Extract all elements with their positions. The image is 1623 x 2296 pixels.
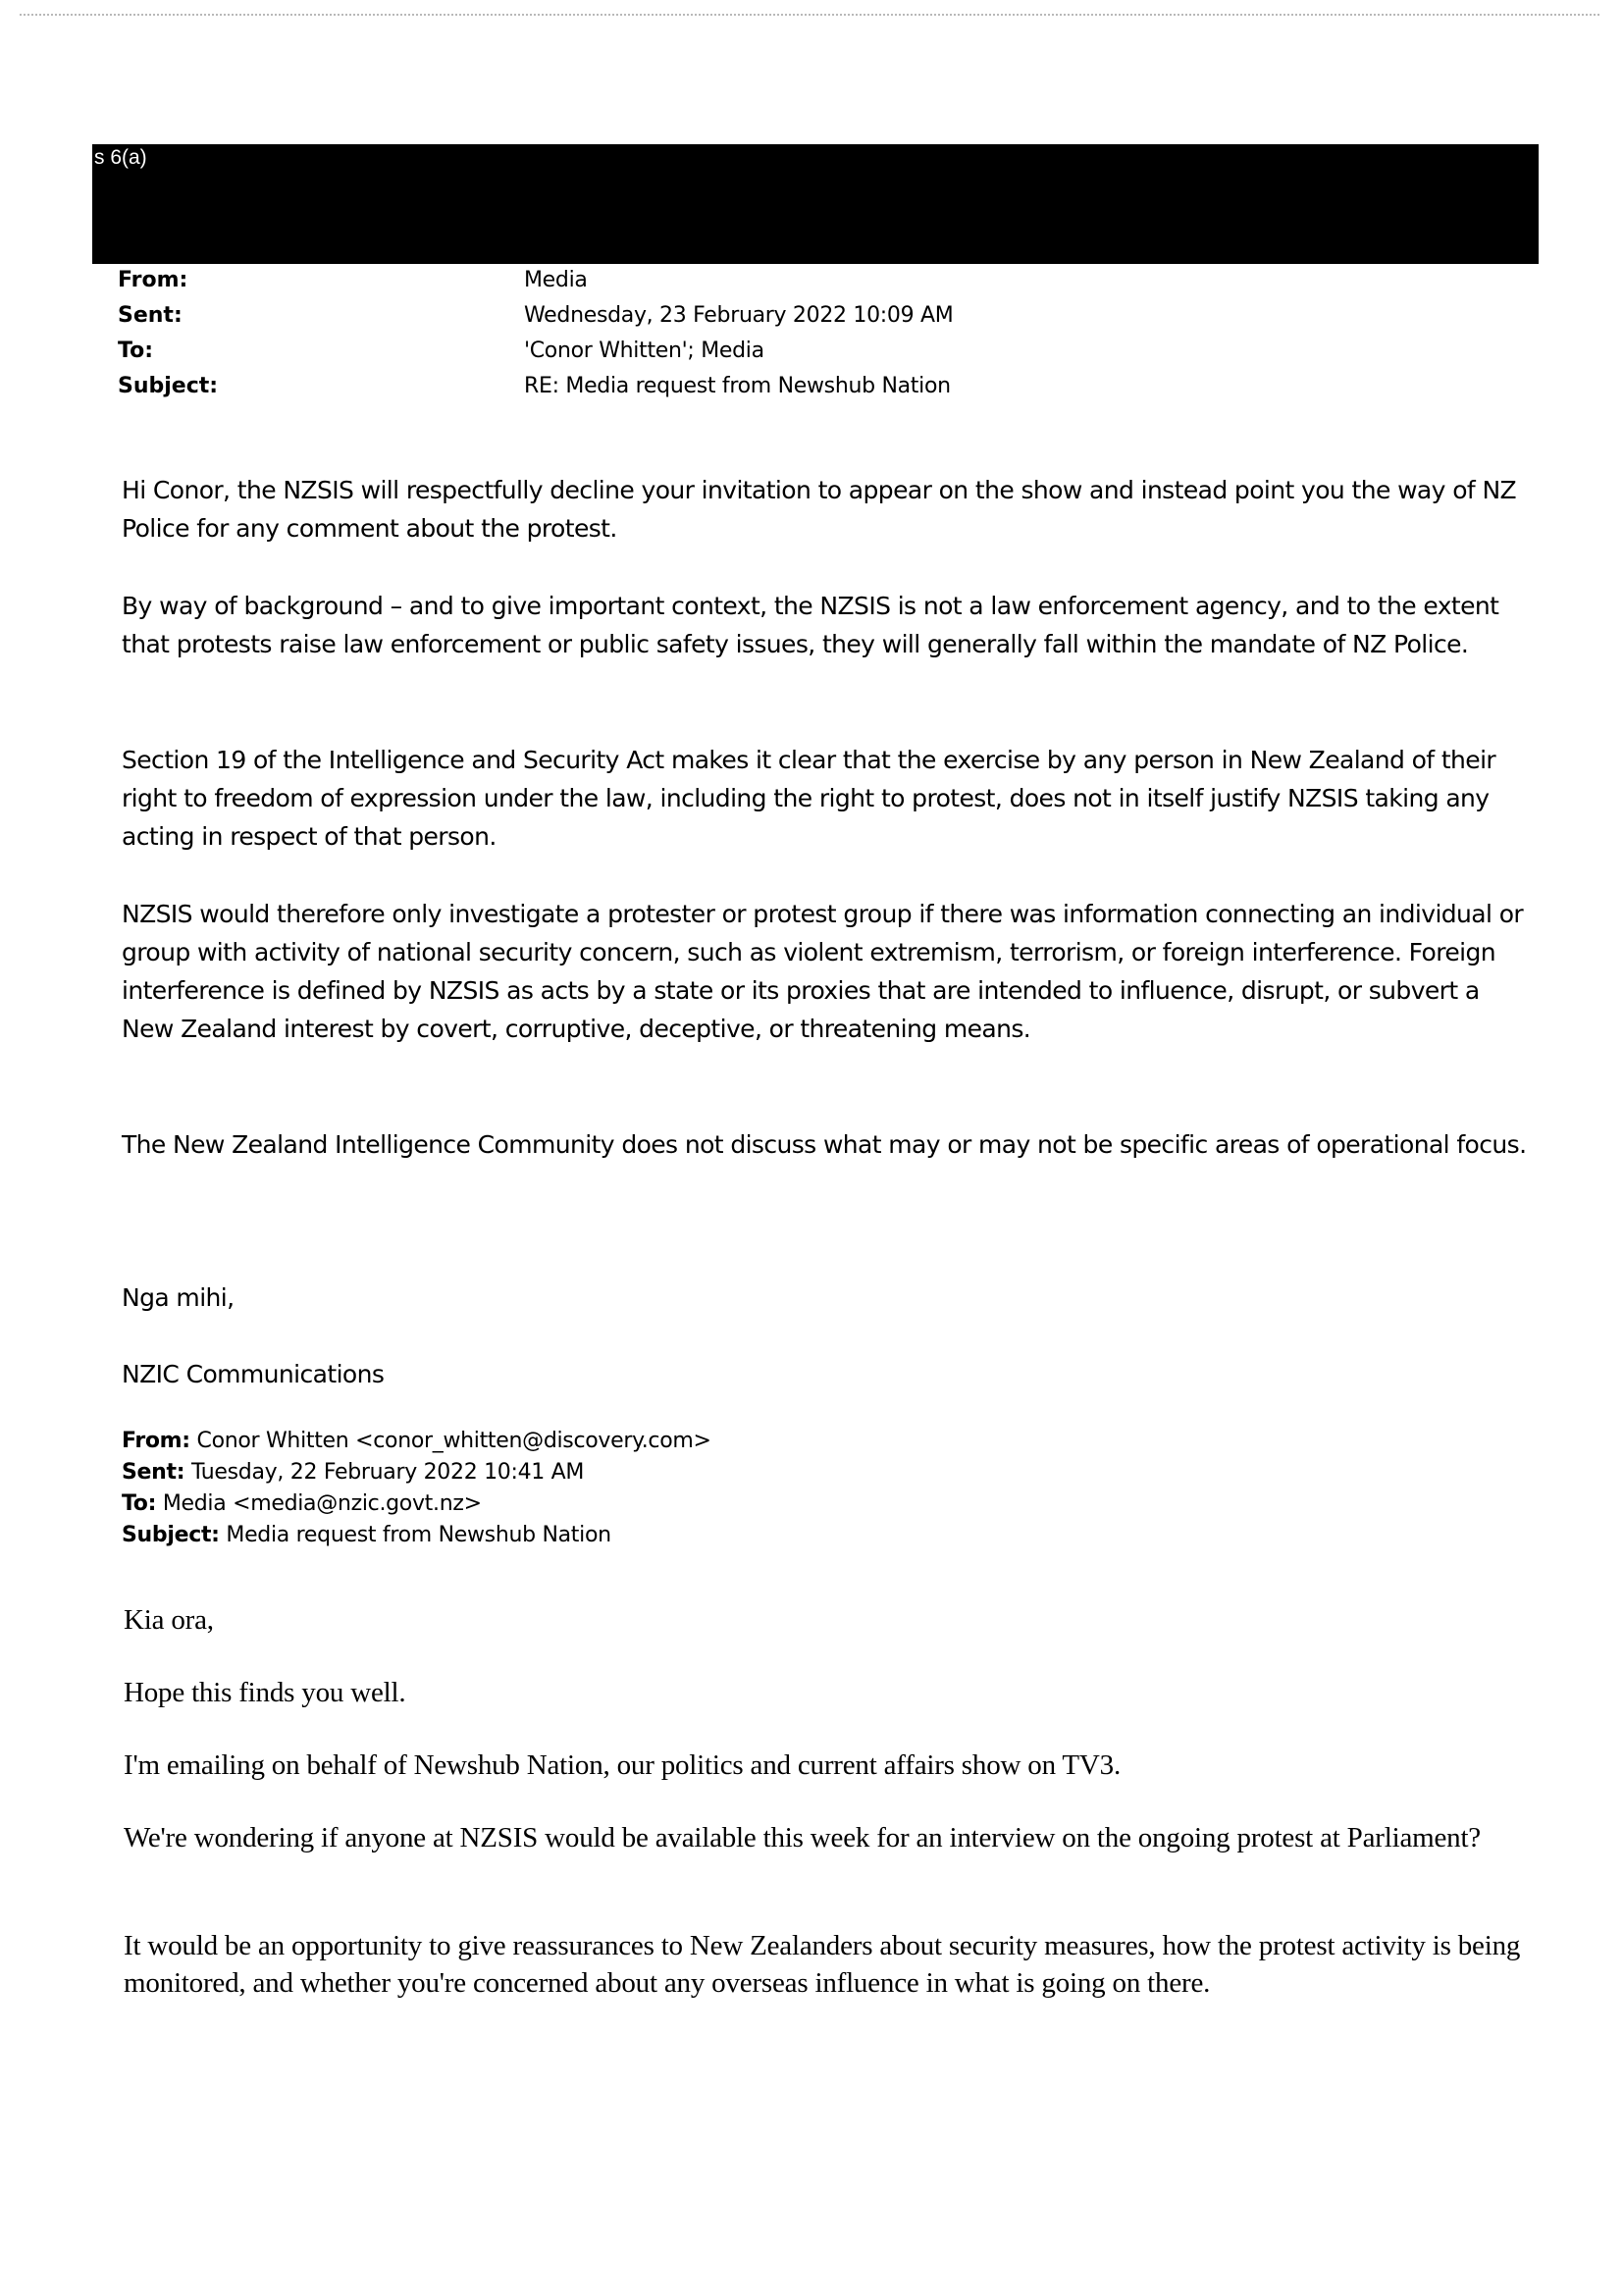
redaction-label: s 6(a) [94, 146, 147, 169]
subject-label: Subject: [118, 374, 219, 398]
signature: NZIC Communications [122, 1360, 385, 1388]
signoff: Nga mihi, [122, 1283, 235, 1312]
reply-paragraph: Hi Conor, the NZSIS will respectfully decline your invitation to appear on the show and instead point you the way of NZ Police for any comment about the protest. [122, 476, 1517, 543]
reply-paragraph: NZSIS would therefore only investigate a protester or protest group if there was information connecting an individual or group with activity of national security concern, such as violent extremism, terrorism, or foreign interference. Foreign interference is defined by NZSIS as acts by a state or its proxies that are intended to influence, disrupt, or subvert a New Zealand interest by covert, corruptive, deceptive, or threatening means. [122, 900, 1524, 1043]
to-value: 'Conor Whitten'; Media [524, 339, 764, 363]
original-subject-line [122, 1520, 611, 1551]
reply-paragraph: By way of background – and to give important context, the NZSIS is not a law enforcement agency, and to the extent that protests raise law enforcement or public safety issues, they will generally fall within the mandate of NZ Police. [122, 592, 1499, 658]
subject-value: RE: Media request from Newshub Nation [524, 374, 951, 398]
scan-artifact-dotted-line [20, 14, 1599, 16]
original-subject-label: Subject: [122, 1523, 220, 1547]
redaction-block [92, 144, 1539, 264]
original-sent-label: Sent: [122, 1460, 185, 1485]
greeting: Kia ora, [124, 1604, 214, 1636]
original-paragraph: I'm emailing on behalf of Newshub Nation, our politics and current affairs show on TV3. [124, 1749, 1122, 1781]
original-sent-value: Tuesday, 22 February 2022 10:41 AM [190, 1460, 585, 1485]
sent-value: Wednesday, 23 February 2022 10:09 AM [524, 303, 954, 328]
original-subject-value: Media request from Newshub Nation [226, 1523, 611, 1547]
original-to-label: To: [122, 1491, 157, 1516]
original-from-label: From: [122, 1429, 190, 1453]
original-paragraph: We're wondering if anyone at NZSIS would be available this week for an interview on the ongoing protest at Parliament? [124, 1822, 1481, 1853]
original-paragraph: Hope this finds you well. [124, 1677, 406, 1708]
original-from-value: Conor Whitten <conor_whitten@discovery.com> [196, 1429, 711, 1453]
to-label: To: [118, 339, 153, 363]
reply-paragraph: The New Zealand Intelligence Community does not discuss what may or may not be specific areas of operational focus. [122, 1130, 1527, 1159]
reply-paragraph: Section 19 of the Intelligence and Security Act makes it clear that the exercise by any person in New Zealand of their right to freedom of expression under the law, including the right to protest, does not in itself justify NZSIS taking any acting in respect of that person. [122, 746, 1496, 851]
from-value: Media [524, 268, 588, 292]
sent-label: Sent: [118, 303, 183, 328]
original-paragraph: It would be an opportunity to give reassurances to New Zealanders about security measures, how the protest activity is being monitored, and whether you're concerned about any overseas influence in what is going on there. [124, 1930, 1521, 1999]
original-sent-line [122, 1457, 584, 1488]
original-to-line [122, 1488, 482, 1520]
original-from-line [122, 1426, 711, 1457]
original-to-value: Media <media@nzic.govt.nz> [162, 1491, 482, 1516]
from-label: From: [118, 268, 188, 292]
